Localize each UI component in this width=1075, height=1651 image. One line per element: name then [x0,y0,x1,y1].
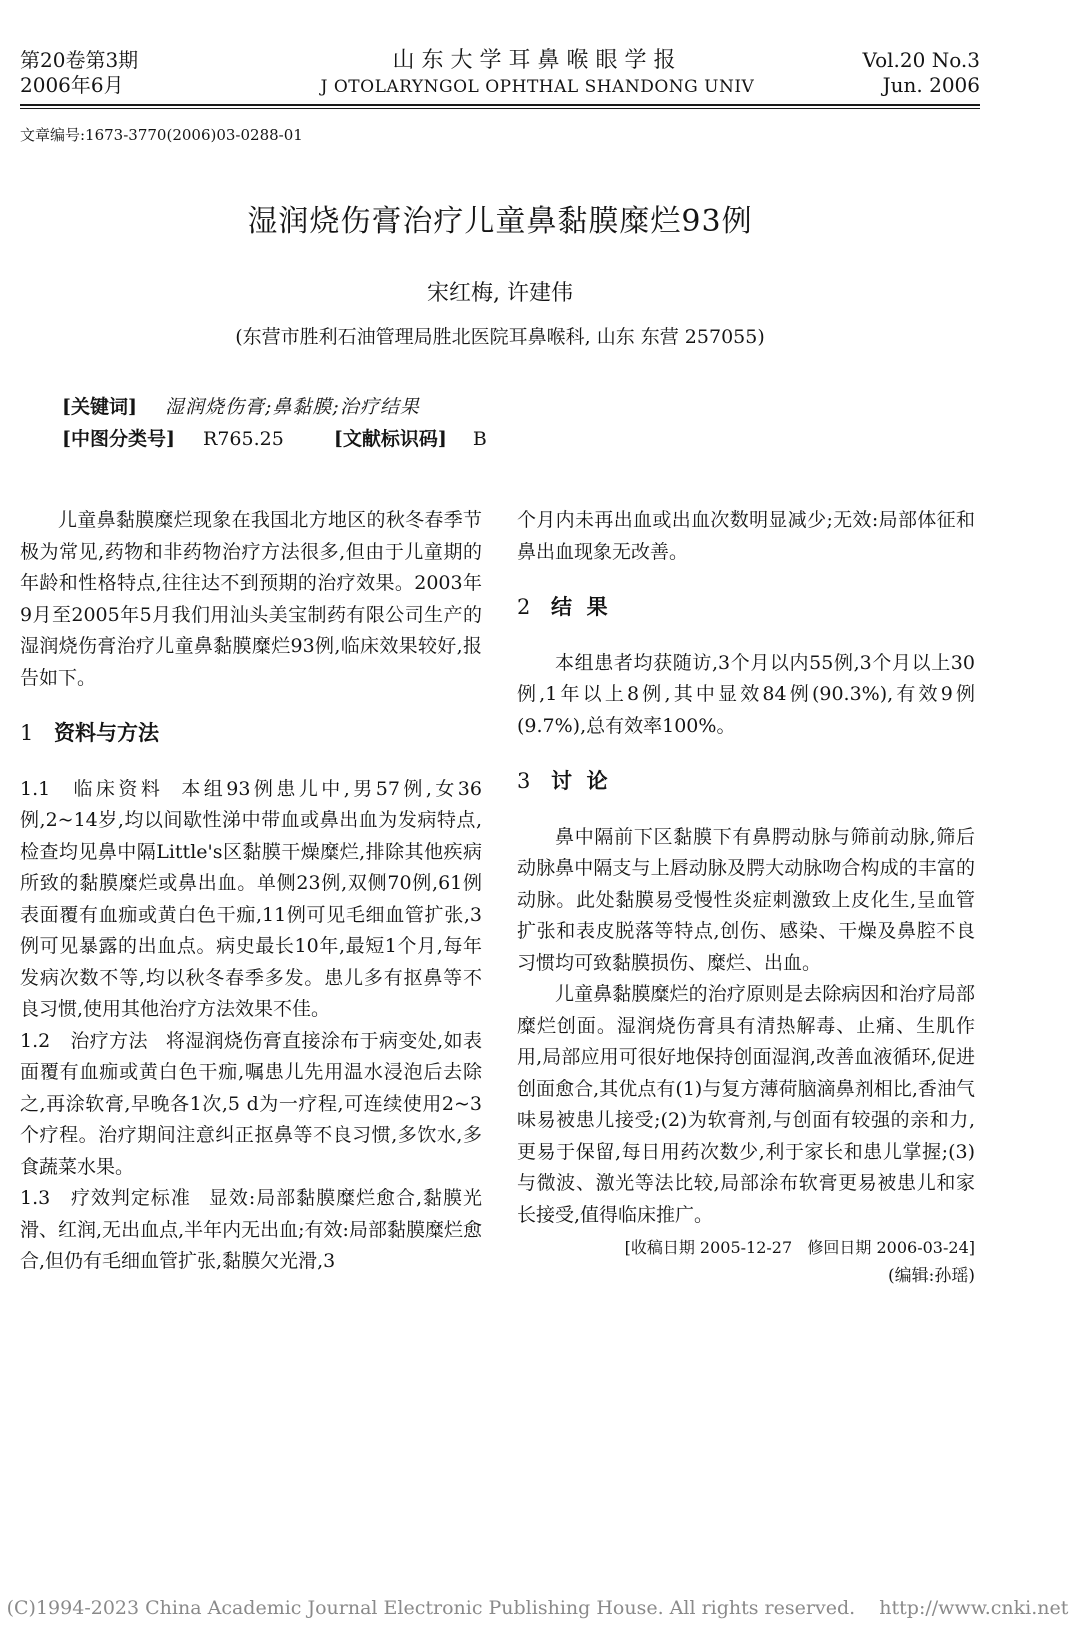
keywords-value: 湿润烧伤膏;鼻黏膜;治疗结果 [165,396,420,418]
journal-name-cn: 山东大学耳鼻喉眼学报 [392,48,683,73]
section-heading-methods [20,717,482,750]
subsection-text: 显效:局部黏膜糜烂愈合,黏膜光滑、红润,无出血点,半年内无出血;有效:局部黏膜糜烂愈合,但仍有毛细血管扩张,黏膜欠光滑,3 [20,1187,482,1272]
editor-note: (编辑:孙瑶) [888,1266,975,1286]
subsection-title: 临床资料 [70,777,164,800]
affiliation: (东营市胜利石油管理局胜北医院耳鼻喉科, 山东 东营 257055) [235,326,765,348]
issue-date-cn: 2006年6月 [20,73,124,97]
volume-issue-en: Vol.20 No.3 [862,48,980,72]
authors: 宋红梅, 许建伟 [427,281,573,306]
issue-date-en: Jun. 2006 [882,73,980,97]
subsection-number: 1.1 [20,777,51,800]
classification-line [62,424,487,451]
keywords-line [62,392,420,419]
subsection-number: 1.3 [20,1187,51,1209]
volume-issue-cn: 第20卷第3期 [20,48,139,72]
criteria-continuation: 个月内未再出血或出血次数明显减少;无效:局部体征和鼻出血现象无改善。 [517,509,975,563]
right-column [517,505,975,1291]
section-title: 讨 论 [551,768,608,793]
subsection-text: 将湿润烧伤膏直接涂布于病变处,如表面覆有血痂或黄白色干痂,嘱患儿先用温水浸泡后去除之,再涂软膏,早晚各1次,5 d为一疗程,可连续使用2~3个疗程。治疗期间注意纠正抠鼻等不良习惯,多饮水,多食蔬菜水果。 [20,1029,482,1178]
classification-label: [中图分类号] [62,428,175,450]
subsection-title: 疗效判定标准 [70,1187,191,1209]
section-number: 3 [517,769,531,793]
subsection-number: 1.2 [20,1029,51,1052]
doc-code-label: [文献标识码] [333,428,447,450]
section-title: 结 果 [551,594,608,619]
subsection-text: 本组93例患儿中,男57例,女36例,2~14岁,均以间歇性涕中带血或鼻出血为发病特点,检查均见鼻中隔Little's区黏膜干燥糜烂,排除其他疾病所致的黏膜糜烂或鼻出血。单侧23例,双侧70例,61例表面覆有血痂或黄白色干痂,11例可见毛细血管扩张,3例可见暴露的出血点。病史最长10年,最短1个月,每年发病次数不等,均以秋冬春季多发。患儿多有抠鼻等不良习惯,使用其他治疗方法效果不佳。 [20,777,482,1020]
section-number: 2 [517,595,531,619]
intro-paragraph: 儿童鼻黏膜糜烂现象在我国北方地区的秋冬春季节极为常见,药物和非药物治疗方法很多,但由于儿童期的年龄和性格特点,往往达不到预期的治疗效果。2003年9月至2005年5月我们用汕头美宝制药有限公司生产的湿润烧伤膏治疗儿童鼻黏膜糜烂93例,临床效果较好,报告如下。 [20,509,482,689]
discussion-paragraph-1: 鼻中隔前下区黏膜下有鼻腭动脉与筛前动脉,筛后动脉鼻中隔支与上唇动脉及腭大动脉吻合构成的丰富的动脉。此处黏膜易受慢性炎症刺激致上皮化生,呈血管扩张和表皮脱落等特点,创伤、感染、干燥及鼻腔不良习惯均可致黏膜损伤、糜烂、出血。 [517,825,975,974]
article-number: 文章编号:1673-3770(2006)03-0288-01 [20,126,303,144]
received-revised-dates: [收稿日期 2005-12-27 修回日期 2006-03-24] [624,1238,975,1257]
section-number: 1 [20,721,34,745]
header-rule-thin [20,108,980,109]
section-heading-results [517,591,975,624]
results-paragraph: 本组患者均获随访,3个月以内55例,3个月以上30例,1年以上8例,其中显效84例(90.3%),有效9例(9.7%),总有效率100%。 [517,651,975,737]
section-heading-discussion [517,765,975,798]
article-title: 湿润烧伤膏治疗儿童鼻黏膜糜烂93例 [247,204,753,239]
subsection-criteria [20,1183,482,1278]
section-title: 资料与方法 [54,720,159,745]
classification-value: R765.25 [203,428,284,450]
journal-name-en: J OTOLARYNGOL OPHTHAL SHANDONG UNIV [320,77,755,97]
doc-code-value: B [472,428,487,450]
subsection-title: 治疗方法 [70,1029,148,1052]
keywords-label: [关键词] [62,396,137,418]
discussion-paragraph-2: 儿童鼻黏膜糜烂的治疗原则是去除病因和治疗局部糜烂创面。湿润烧伤膏具有清热解毒、止痛、生肌作用,局部应用可很好地保持创面湿润,改善血液循环,促进创面愈合,其优点有(1)与复方薄荷脑滴鼻剂相比,香油气味易被患儿接受;(2)为软膏剂,与创面有较强的亲和力,更易于保留,每日用药次数少,利于家长和患儿掌握;(3)与微波、激光等法比较,局部涂布软膏更易被患儿和家长接受,值得临床推广。 [517,983,975,1226]
journal-volume-en [863,48,980,98]
subsection-clinical-data [20,774,482,1026]
copyright-footer: (C)1994-2023 China Academic Journal Electronic Publishing House. All rights reserved. http://www.cnki.net [6,1597,1069,1619]
subsection-treatment [20,1026,482,1184]
header-rule [20,104,980,106]
left-column [20,505,482,1278]
